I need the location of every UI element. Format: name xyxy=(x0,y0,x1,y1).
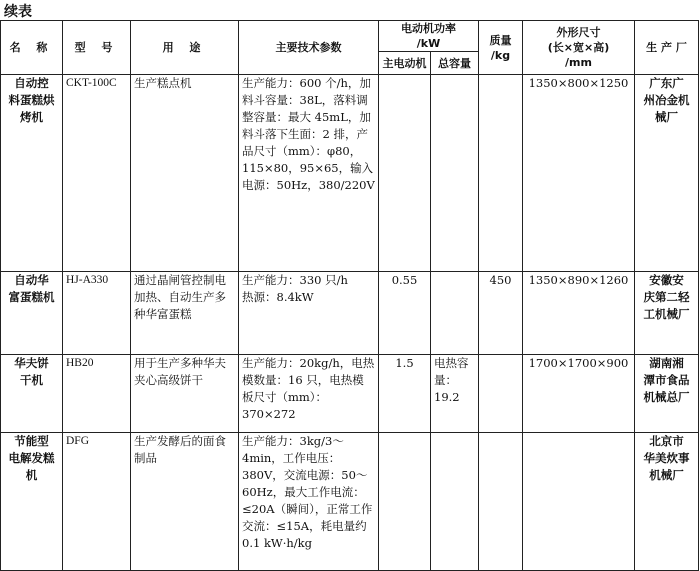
cell-total-capacity xyxy=(431,272,479,355)
cell-model: HB20 xyxy=(63,355,131,433)
cell-use: 生产发酵后的面食制品 xyxy=(131,433,239,571)
table-row xyxy=(1,272,699,355)
header-model: 型 号 xyxy=(63,21,131,75)
cell-params: 生产能力：330 只/h 热源：8.4kW xyxy=(239,272,379,355)
cell-model: CKT-100C xyxy=(63,75,131,272)
header-manufacturer: 生 产 厂 xyxy=(635,21,699,75)
cell-total-capacity xyxy=(431,75,479,272)
cell-model: HJ-A330 xyxy=(63,272,131,355)
cell-name: 华夫饼 干机 xyxy=(1,355,63,433)
header-main-motor: 主电动机 xyxy=(379,52,431,75)
cell-manufacturer: 湖南湘 潭市食品 机械总厂 xyxy=(635,355,699,433)
cell-manufacturer: 广东广 州冶金机 械厂 xyxy=(635,75,699,272)
table-row xyxy=(1,355,699,433)
cell-model: DFG xyxy=(63,433,131,571)
header-params: 主要技术参数 xyxy=(239,21,379,75)
cell-main-motor: 1.5 xyxy=(379,355,431,433)
cell-params: 生产能力：3kg/3～4min，工作电压：380V，交流电源：50～60Hz，最大工作电流：≤20A（瞬间），正常工作交流：≤15A，耗电量约 0.1 kW·h/kg xyxy=(239,433,379,571)
cell-dimensions: 1700×1700×900 xyxy=(523,355,635,433)
cell-dimensions xyxy=(523,433,635,571)
table-row xyxy=(1,433,699,571)
header-name: 名 称 xyxy=(1,21,63,75)
cell-mass xyxy=(479,75,523,272)
header-use: 用 途 xyxy=(131,21,239,75)
header-dimensions: 外形尺寸 (长×宽×高) /mm xyxy=(523,21,635,75)
cell-dimensions: 1350×890×1260 xyxy=(523,272,635,355)
table-row xyxy=(1,75,699,272)
cell-mass xyxy=(479,433,523,571)
cell-use: 用于生产多种华夫夹心高级饼干 xyxy=(131,355,239,433)
cell-params: 生产能力：600 个/h，加料斗容量：38L，落料调整容量：最大 45mL，加料斗落下生面：2 排，产品尺寸（mm）：φ80，115×80，95×65，输入电源：50Hz，380/220V xyxy=(239,75,379,272)
cell-main-motor xyxy=(379,433,431,571)
header-power: 电动机功率 /kW xyxy=(379,21,479,52)
cell-params: 生产能力：20kg/h，电热模数量：16 只，电热模板尺寸（mm）：370×272 xyxy=(239,355,379,433)
cell-main-motor xyxy=(379,75,431,272)
header-mass: 质量 /kg xyxy=(479,21,523,75)
cell-use: 通过晶闸管控制电加热、自动生产多种华富蛋糕 xyxy=(131,272,239,355)
cell-main-motor: 0.55 xyxy=(379,272,431,355)
cell-mass: 450 xyxy=(479,272,523,355)
table-caption: 续表 xyxy=(4,4,32,20)
cell-total-capacity xyxy=(431,433,479,571)
cell-dimensions: 1350×800×1250 xyxy=(523,75,635,272)
cell-use: 生产糕点机 xyxy=(131,75,239,272)
equipment-spec-table xyxy=(0,20,699,571)
cell-manufacturer: 北京市 华美炊事 机械厂 xyxy=(635,433,699,571)
cell-mass xyxy=(479,355,523,433)
cell-name: 自动控 料蛋糕烘 烤机 xyxy=(1,75,63,272)
header-total-capacity: 总容量 xyxy=(431,52,479,75)
cell-total-capacity: 电热容量：19.2 xyxy=(431,355,479,433)
cell-name: 自动华 富蛋糕机 xyxy=(1,272,63,355)
cell-manufacturer: 安徽安 庆第二轻 工机械厂 xyxy=(635,272,699,355)
cell-name: 节能型 电解发糕 机 xyxy=(1,433,63,571)
